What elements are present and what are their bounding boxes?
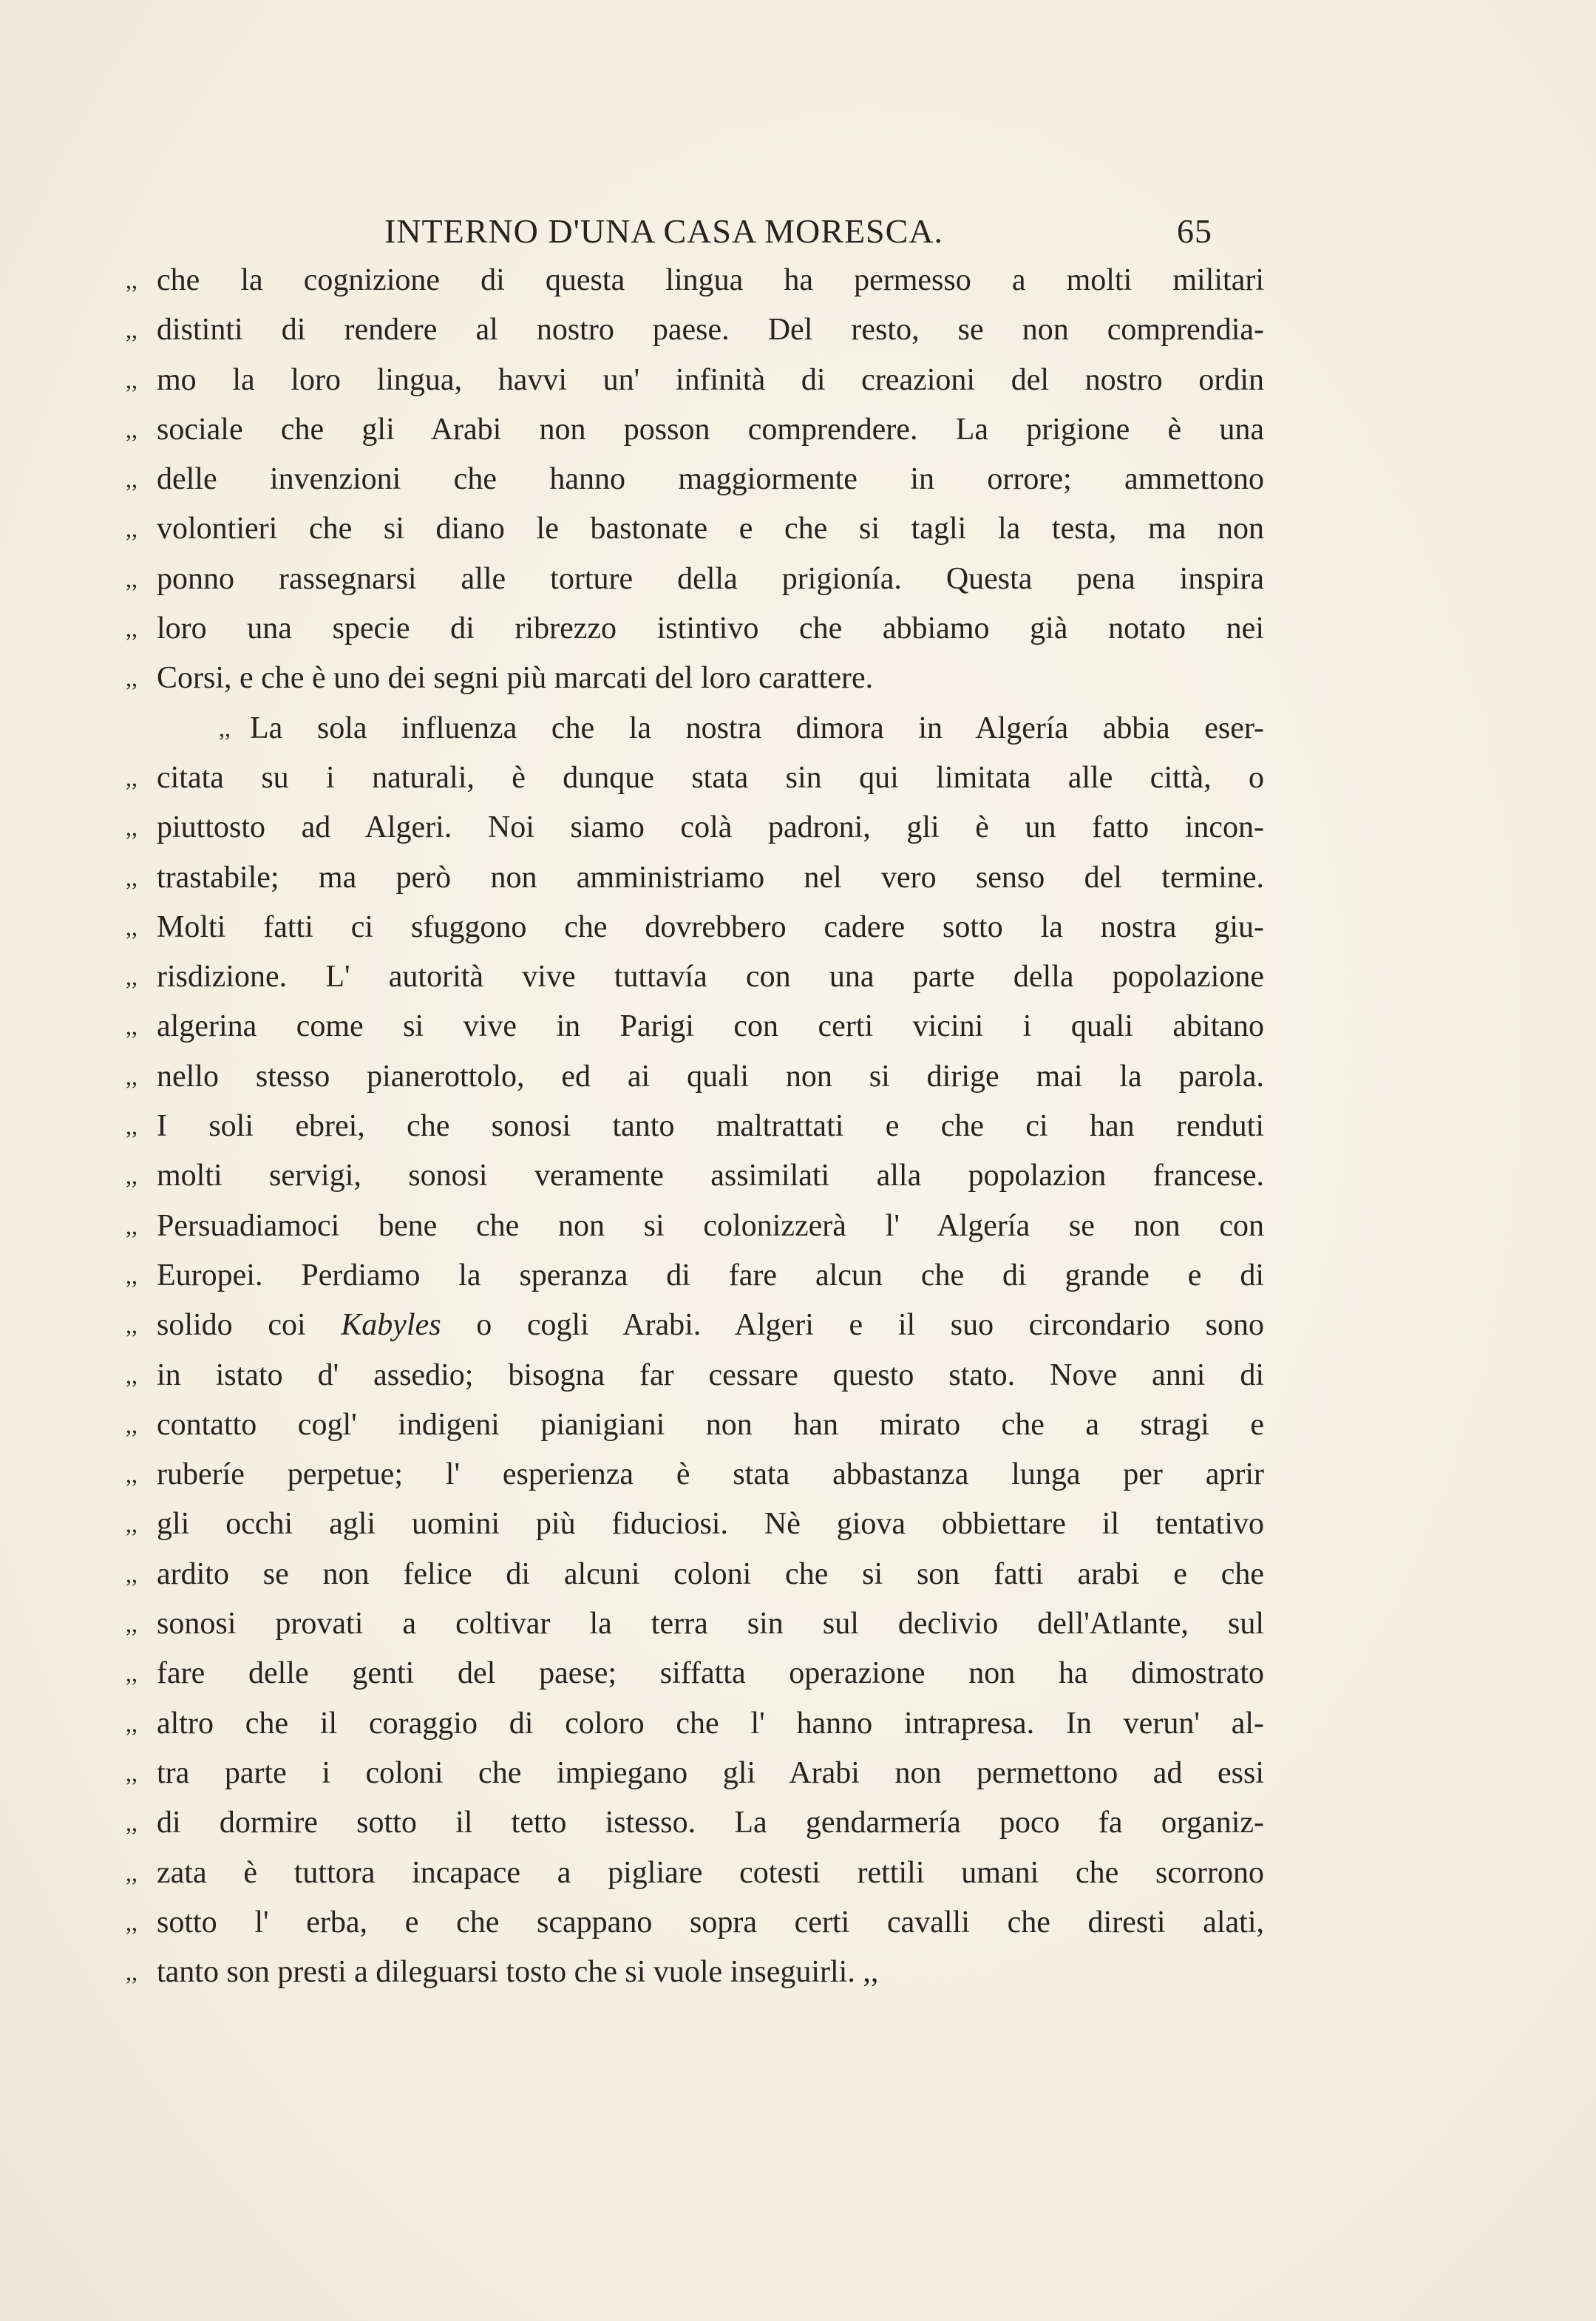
text-line <box>126 1500 1264 1549</box>
text-line <box>126 604 1264 654</box>
quote-mark: ,, <box>126 1908 137 1936</box>
quote-mark: ,, <box>126 515 137 543</box>
text-line <box>126 1151 1264 1201</box>
line-text: nello stesso pianerottolo, ed ai quali non si dirige mai la parola. <box>157 1059 1264 1094</box>
quote-mark: ,, <box>126 615 137 643</box>
line-text: La sola influenza che la nostra dimora in Algería abbia eser- <box>250 711 1264 745</box>
quote-mark: ,, <box>126 963 137 991</box>
line-text: ruberíe perpetue; l' esperienza è stata abbastanza lunga per aprir <box>157 1457 1264 1492</box>
text-line <box>126 803 1264 853</box>
quote-mark: ,, <box>126 864 137 891</box>
line-text: algerina come si vive in Parigi con certi vicini i quali abitano <box>157 1009 1264 1044</box>
quote-mark: ,, <box>126 416 137 443</box>
quote-mark: ,, <box>126 1809 137 1837</box>
text-line <box>126 1599 1264 1649</box>
line-text: molti servigi, sonosi veramente assimilati alla popolazion francese. <box>157 1159 1264 1193</box>
text-line <box>126 952 1264 1002</box>
line-text: ponno rassegnarsi alle torture della prigionía. Questa pena inspira <box>157 561 1264 596</box>
text-line <box>126 1202 1264 1251</box>
quote-mark: ,, <box>126 764 137 791</box>
quote-mark: ,, <box>126 1560 137 1588</box>
line-text: gli occhi agli uomini più fiduciosi. Nè giova obbiettare il tentativo <box>157 1507 1264 1542</box>
text-line <box>126 405 1264 455</box>
line-text: sonosi provati a coltivar la terra sin sul declivio dell'Atlante, sul <box>157 1607 1264 1641</box>
text-line <box>126 1749 1264 1798</box>
line-text: I soli ebrei, che sonosi tanto maltrattati e che ci han renduti <box>157 1109 1264 1144</box>
text-line <box>126 555 1264 604</box>
line-text: tanto son presti a dileguarsi tosto che si vuole inseguirli. ,, <box>157 1955 879 1990</box>
page-number: 65 <box>1177 212 1212 250</box>
text-line <box>126 256 1264 305</box>
text-line <box>126 853 1264 903</box>
quote-mark: ,, <box>126 1063 137 1090</box>
page-header <box>384 211 1212 256</box>
line-text: delle invenzioni che hanno maggiormente in orrore; ammettono <box>157 462 1264 497</box>
line-text: che la cognizione di questa lingua ha permesso a molti militari <box>157 263 1264 297</box>
line-text: piuttosto ad Algeri. Noi siamo colà padroni, gli è un fatto incon- <box>157 810 1264 845</box>
quote-mark: ,, <box>126 1312 137 1339</box>
line-text: distinti di rendere al nostro paese. Del resto, se non comprendia- <box>157 313 1264 348</box>
line-text: volontieri che si diano le bastonate e che si tagli la testa, ma non <box>157 512 1264 546</box>
text-line <box>126 903 1264 952</box>
line-text: Corsi, e che è uno dei segni più marcati del loro carattere. <box>157 661 874 696</box>
italic-term: Kabyles <box>341 1308 441 1343</box>
text-line <box>126 356 1264 405</box>
text-line <box>126 1102 1264 1151</box>
quote-mark: ,, <box>126 1511 137 1538</box>
line-text-after: o cogli Arabi. Algeri e il suo circondario sono <box>441 1308 1264 1343</box>
quote-mark: ,, <box>219 714 231 742</box>
quote-mark: ,, <box>126 1859 137 1886</box>
quote-mark: ,, <box>126 1113 137 1140</box>
text-line <box>126 1251 1264 1301</box>
text-line <box>126 1301 1264 1350</box>
line-text: risdizione. L' autorità vive tuttavía con una parte della popolazione <box>157 960 1264 995</box>
quote-mark: ,, <box>126 1710 137 1737</box>
text-line <box>126 1649 1264 1698</box>
line-text: zata è tuttora incapace a pigliare cotesti rettili umani che scorrono <box>157 1855 1264 1890</box>
line-text: di dormire sotto il tetto istesso. La gendarmería poco fa organiz- <box>157 1806 1264 1840</box>
running-title: INTERNO D'UNA CASA MORESCA. <box>384 212 944 250</box>
quote-mark: ,, <box>126 316 137 344</box>
text-line <box>126 753 1264 803</box>
text-line <box>126 654 1264 703</box>
text-line <box>126 1400 1264 1450</box>
quote-mark: ,, <box>126 366 137 393</box>
quote-mark: ,, <box>126 1660 137 1687</box>
line-text <box>157 1301 1264 1350</box>
line-text: altro che il coraggio di coloro che l' hanno intrapresa. In verun' al- <box>157 1706 1264 1741</box>
line-text: sotto l' erba, e che scappano sopra certi cavalli che diresti alati, <box>157 1905 1264 1939</box>
quote-mark: ,, <box>126 1212 137 1239</box>
line-text: Europei. Perdiamo la speranza di fare alcun che di grande e di <box>157 1258 1264 1292</box>
line-text: fare delle genti del paese; siffatta operazione non ha dimostrato <box>157 1656 1264 1691</box>
text-line <box>126 1002 1264 1051</box>
quote-mark: ,, <box>126 814 137 841</box>
quote-mark: ,, <box>126 565 137 592</box>
quote-mark: ,, <box>126 1610 137 1638</box>
body-text <box>126 256 1264 1997</box>
line-text: tra parte i coloni che impiegano gli Arabi non permettono ad essi <box>157 1755 1264 1790</box>
text-line <box>126 1450 1264 1500</box>
quote-mark: ,, <box>126 1411 137 1438</box>
text-line <box>126 305 1264 355</box>
quote-mark: ,, <box>126 466 137 493</box>
line-text: ardito se non felice di alcuni coloni che si son fatti arabi e che <box>157 1556 1264 1591</box>
text-line <box>126 1351 1264 1400</box>
quote-mark: ,, <box>126 1361 137 1389</box>
text-line <box>126 1898 1264 1948</box>
line-text: loro una specie di ribrezzo istintivo che abbiamo già notato nei <box>157 611 1264 646</box>
text-line <box>126 455 1264 504</box>
text-line <box>126 1550 1264 1599</box>
text-line <box>126 1052 1264 1102</box>
text-line <box>126 1798 1264 1848</box>
quote-mark: ,, <box>126 665 137 692</box>
line-text: Persuadiamoci bene che non si colonizzerà l' Algería se non con <box>157 1208 1264 1243</box>
line-text-before: solido coi <box>157 1308 342 1343</box>
quote-mark: ,, <box>126 1261 137 1289</box>
line-text: in istato d' assedio; bisogna far cessare questo stato. Nove anni di <box>157 1358 1264 1392</box>
text-line <box>126 504 1264 554</box>
quote-mark: ,, <box>126 1959 137 1986</box>
text-line <box>126 1948 1264 1997</box>
line-text: mo la loro lingua, havvi un' infinità di creazioni del nostro ordin <box>157 362 1264 397</box>
line-text: Molti fatti ci sfuggono che dovrebbero cadere sotto la nostra giu- <box>157 909 1264 944</box>
quote-mark: ,, <box>126 1461 137 1488</box>
quote-mark: ,, <box>126 1759 137 1786</box>
paragraph-start-line <box>126 704 1264 753</box>
quote-mark: ,, <box>126 267 137 294</box>
text-line <box>126 1699 1264 1749</box>
line-text: sociale che gli Arabi non posson comprendere. La prigione è una <box>157 412 1264 447</box>
line-text: trastabile; ma però non amministriamo nel vero senso del termine. <box>157 860 1264 895</box>
line-text: citata su i naturali, è dunque stata sin qui limitata alle città, o <box>157 760 1264 795</box>
quote-mark: ,, <box>126 913 137 941</box>
quote-mark: ,, <box>126 1013 137 1040</box>
line-text: contatto cogl' indigeni pianigiani non han mirato che a stragi e <box>157 1407 1264 1442</box>
quote-mark: ,, <box>126 1162 137 1190</box>
text-line <box>126 1849 1264 1898</box>
